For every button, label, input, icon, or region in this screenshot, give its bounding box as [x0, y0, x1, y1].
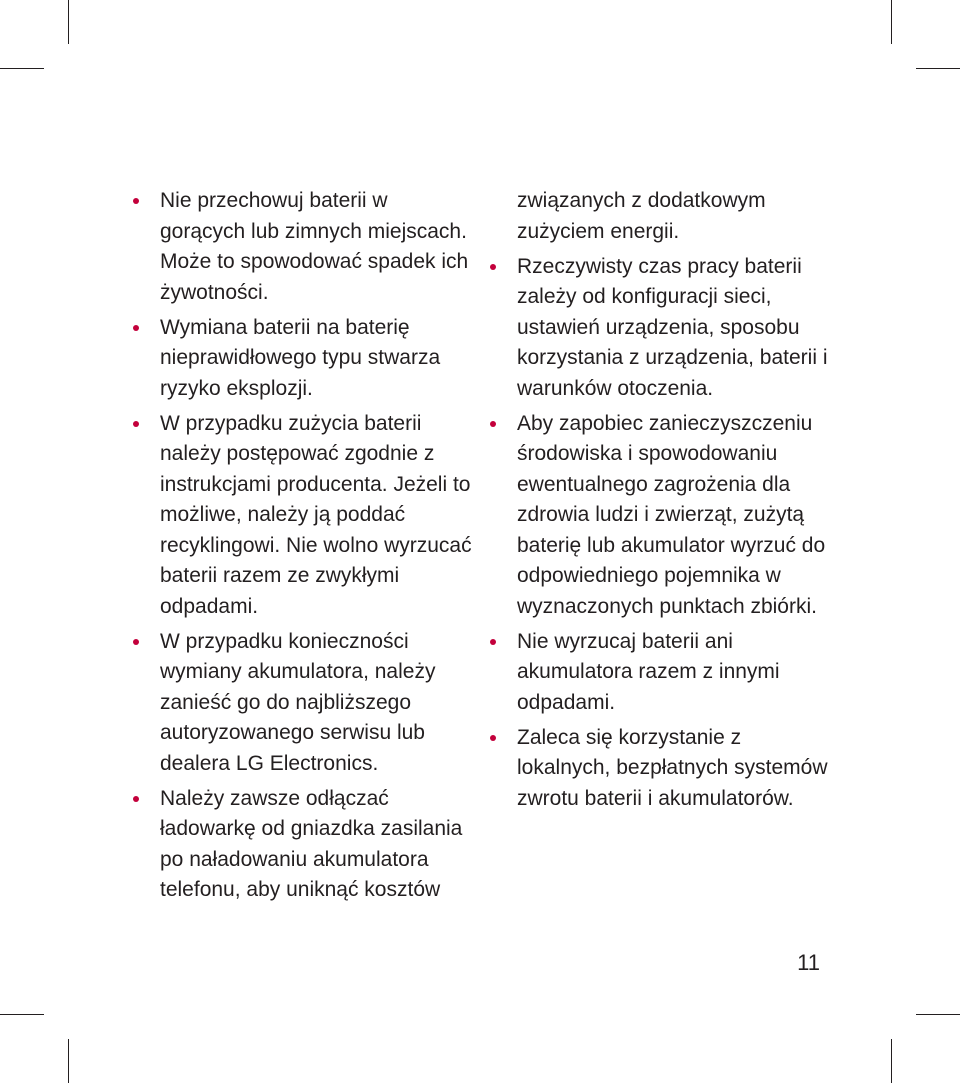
bullet-text: Nie wyrzucaj baterii ani akumulatora razem z innymi odpadami. [517, 629, 780, 714]
bullet-text: W przypadku zużycia baterii należy postępować zgodnie z instrukcjami producenta. Jeżeli to możliwe, należy ją poddać recyklingowi. Nie wolno wyrzucać baterii razem ze zwykłymi odpadami. [160, 411, 472, 618]
bullet-dot-icon [490, 735, 496, 741]
bullet-text: Należy zawsze odłączać ładowarkę od gniazdka zasilania po naładowaniu akumulatora telefonu, aby uniknąć kosztów [160, 786, 463, 901]
bullet-dot-icon [133, 639, 139, 645]
crop-mark-bottom-left-horizontal [0, 1014, 44, 1015]
bullet-item [490, 627, 835, 719]
bullet-item [133, 409, 473, 623]
bullet-text: Zaleca się korzystanie z lokalnych, bezpłatnych systemów zwrotu baterii i akumulatorów. [517, 725, 828, 810]
bullet-item [490, 252, 835, 405]
crop-mark-bottom-right-horizontal [916, 1014, 960, 1015]
crop-mark-top-right [891, 0, 892, 44]
bullet-text: Nie przechowuj baterii w gorących lub zimnych miejscach. Może to spowodować spadek ich żywotności. [160, 189, 469, 304]
bullet-dot-icon [133, 421, 139, 427]
bullet-text: Aby zapobiec zanieczyszczeniu środowiska i spowodowaniu ewentualnego zagrożenia dla zdrowia ludzi i zwierząt, zużytą baterię lub akumulator wyrzuć do odpowiedniego pojemnika w wyznaczonych punktach zbiórki. [517, 411, 826, 618]
bullet-item [490, 723, 835, 815]
bullet-dot-icon [490, 264, 496, 270]
bullet-item [133, 186, 473, 308]
crop-mark-top-right-horizontal [916, 68, 960, 69]
crop-mark-bottom-right [891, 1039, 892, 1083]
bullet-text: W przypadku konieczności wymiany akumulatora, należy zanieść go do najbliższego autoryzowanego serwisu lub dealera LG Electronics. [160, 629, 436, 775]
left-column-bullet-list [133, 186, 473, 910]
right-column [490, 186, 835, 819]
bullet-dot-icon [133, 198, 139, 204]
crop-mark-bottom-left [68, 1039, 69, 1083]
bullet-item [133, 627, 473, 780]
crop-mark-top-left-horizontal [0, 68, 44, 69]
bullet-dot-icon [490, 639, 496, 645]
bullet-item [133, 784, 473, 906]
continued-text: związanych z dodatkowym zużyciem energii. [517, 189, 766, 243]
right-column-bullet-list [490, 252, 835, 815]
bullet-dot-icon [133, 325, 139, 331]
bullet-item [133, 313, 473, 405]
bullet-dot-icon [133, 796, 139, 802]
page-number: 11 [797, 950, 820, 975]
bullet-dot-icon [490, 421, 496, 427]
bullet-text: Rzeczywisty czas pracy baterii zależy od konfiguracji sieci, ustawień urządzenia, sposobu korzystania z urządzenia, baterii i warunków otoczenia. [517, 254, 828, 400]
bullet-item [490, 409, 835, 623]
bullet-text: Wymiana baterii na baterię nieprawidłowego typu stwarza ryzyko eksplozji. [160, 315, 441, 400]
crop-mark-top-left [68, 0, 69, 44]
